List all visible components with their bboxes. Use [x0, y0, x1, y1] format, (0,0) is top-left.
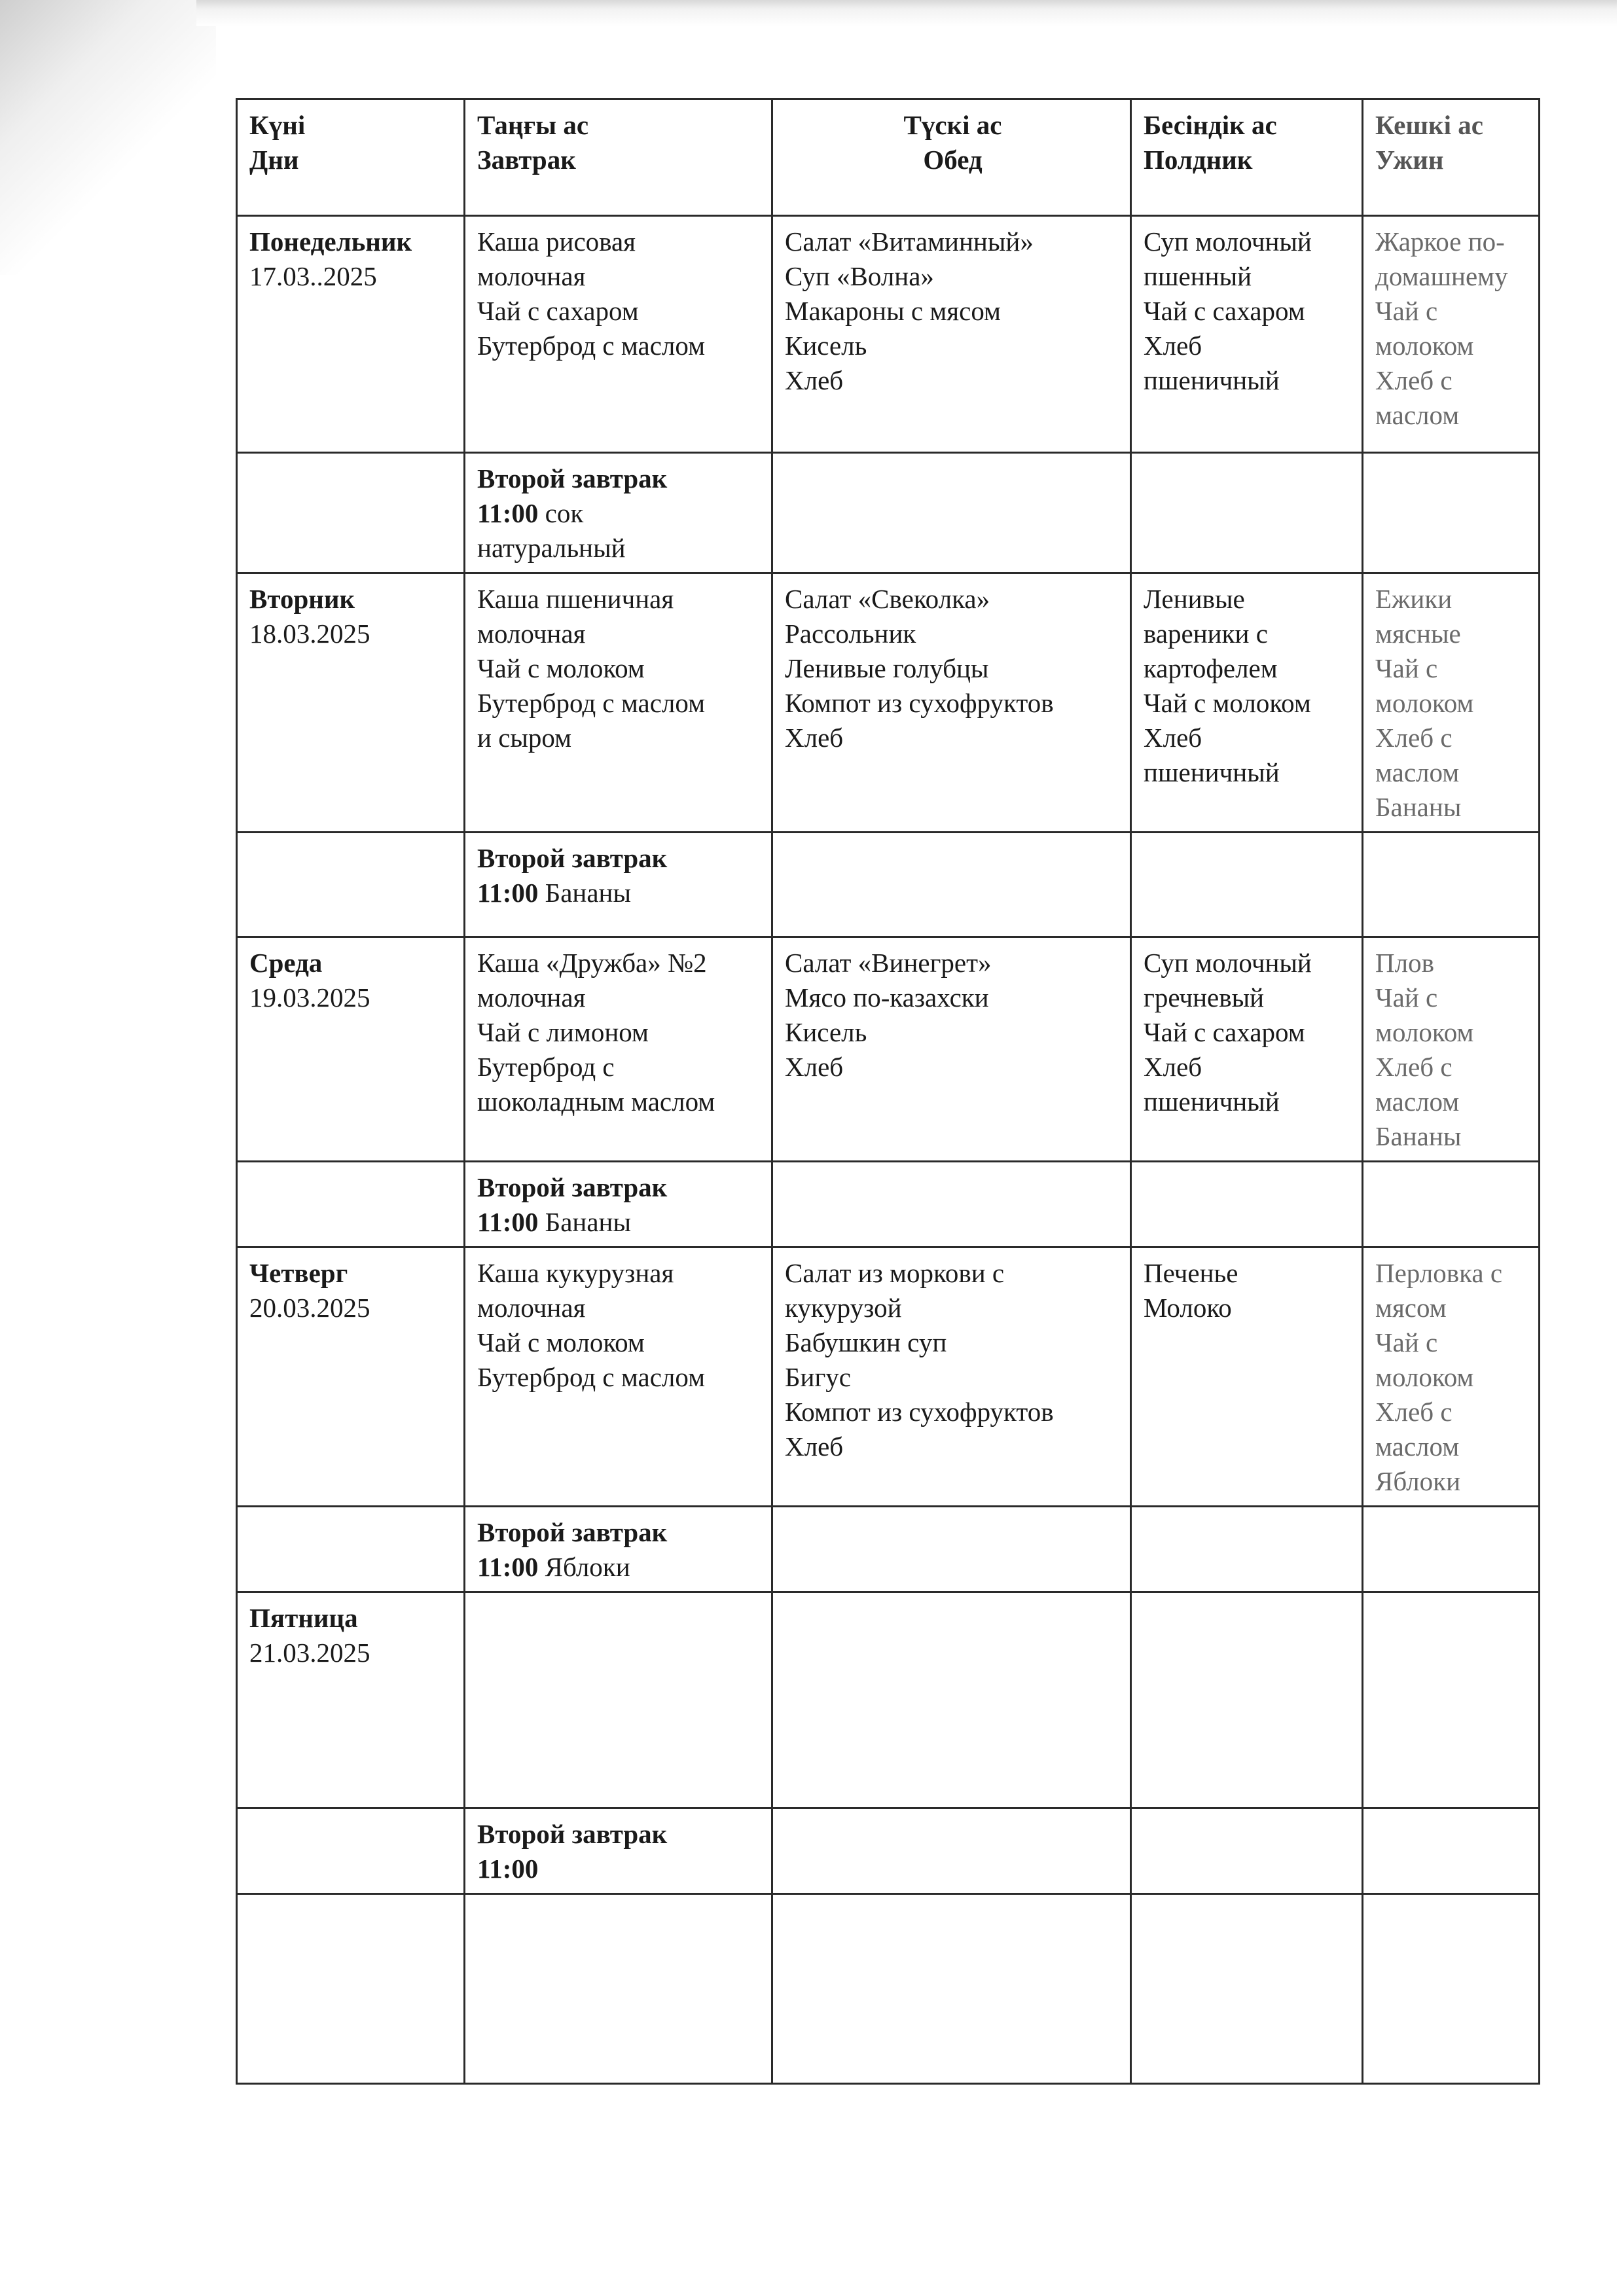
snack-cell [1131, 1247, 1363, 1507]
second-breakfast-item: Яблоки [545, 1552, 630, 1582]
header-day: Күні Дни [237, 99, 465, 216]
second-breakfast-row [237, 453, 1540, 573]
menu-item: Каша пшеничная [477, 584, 674, 614]
breakfast-cell [465, 573, 772, 833]
header-breakfast: Таңғы ас Завтрак [465, 99, 772, 216]
menu-item: маслом [1375, 1431, 1460, 1462]
second-breakfast-extra: натуральный [477, 533, 626, 563]
menu-item: Салат «Винегрет» [785, 948, 992, 978]
menu-item: Бананы [1375, 792, 1462, 822]
menu-item: Хлеб [785, 365, 844, 395]
second-breakfast-row [237, 1162, 1540, 1247]
menu-item: молочная [477, 1293, 586, 1323]
empty-cell [237, 1808, 465, 1894]
empty-cell [772, 1894, 1131, 2084]
second-breakfast-item: Бананы [545, 1207, 632, 1237]
menu-item: Чай с сахаром [477, 296, 639, 326]
empty-cell [237, 1162, 465, 1247]
menu-item: молочная [477, 619, 586, 649]
menu-item: Бананы [1375, 1121, 1462, 1151]
menu-item: мясные [1375, 619, 1461, 649]
menu-item: Ленивые [1144, 584, 1245, 614]
dinner-cell [1363, 1592, 1540, 1808]
snack-cell [1131, 1592, 1363, 1808]
menu-item: пшеничный [1144, 1086, 1280, 1117]
menu-item: Компот из сухофруктов [785, 688, 1054, 718]
menu-item: Яблоки [1375, 1466, 1461, 1496]
empty-cell [237, 453, 465, 573]
lunch-cell [772, 216, 1131, 453]
day-date: 21.03.2025 [249, 1638, 370, 1668]
menu-item: Хлеб с [1375, 1052, 1453, 1082]
breakfast-cell [465, 216, 772, 453]
second-breakfast-line [477, 876, 762, 910]
menu-item: Плов [1375, 948, 1434, 978]
menu-item: Хлеб [1144, 331, 1202, 361]
menu-item: Хлеб [785, 723, 844, 753]
header-row [237, 99, 1540, 216]
empty-cell [237, 833, 465, 937]
empty-cell [1131, 453, 1363, 573]
menu-item: Каша рисовая [477, 226, 636, 257]
menu-item: Ленивые голубцы [785, 653, 989, 683]
header-snack: Бесіндік ас Полдник [1131, 99, 1363, 216]
day-cell [237, 573, 465, 833]
dinner-cell [1363, 573, 1540, 833]
menu-item: Макароны с мясом [785, 296, 1001, 326]
empty-cell [772, 1162, 1131, 1247]
dinner-cell [1363, 1247, 1540, 1507]
menu-item: молоком [1375, 331, 1474, 361]
menu-item: молоком [1375, 1362, 1474, 1392]
menu-item: пшеничный [1144, 757, 1280, 787]
second-breakfast-item: сок [545, 498, 584, 528]
menu-item: картофелем [1144, 653, 1278, 683]
menu-item: Бутерброд с [477, 1052, 615, 1082]
day-row [237, 216, 1540, 453]
menu-item: Печенье [1144, 1258, 1238, 1288]
menu-item: молочная [477, 261, 586, 291]
empty-cell [465, 1894, 772, 2084]
second-breakfast-item: Бананы [545, 878, 632, 908]
menu-item: Рассольник [785, 619, 916, 649]
snack-cell [1131, 573, 1363, 833]
menu-item: Ежики [1375, 584, 1453, 614]
lunch-cell [772, 1592, 1131, 1808]
weekly-menu-table [236, 98, 1540, 2085]
second-breakfast-cell [465, 453, 772, 573]
second-breakfast-row [237, 833, 1540, 937]
second-breakfast-label: Второй завтрак [477, 1172, 668, 1202]
menu-item: гречневый [1144, 982, 1265, 1013]
menu-item: Чай с сахаром [1144, 296, 1305, 326]
menu-item: Хлеб с [1375, 365, 1453, 395]
empty-cell [1363, 1894, 1540, 2084]
second-breakfast-row [237, 1808, 1540, 1894]
menu-item: Салат из моркови с [785, 1258, 1005, 1288]
menu-item: Жаркое по- [1375, 226, 1505, 257]
menu-item: Хлеб с [1375, 1397, 1453, 1427]
menu-item: Бигус [785, 1362, 851, 1392]
menu-item: Суп молочный [1144, 948, 1312, 978]
menu-item: маслом [1375, 1086, 1460, 1117]
menu-item: молоком [1375, 688, 1474, 718]
second-breakfast-cell [465, 833, 772, 937]
menu-item: Хлеб [785, 1052, 844, 1082]
day-name: Понедельник [249, 226, 412, 257]
second-breakfast-label: Второй завтрак [477, 1819, 668, 1849]
menu-item: Чай с [1375, 653, 1438, 683]
empty-cell [1363, 1507, 1540, 1592]
second-breakfast-time: 11:00 [477, 1854, 539, 1884]
menu-item: пшеничный [1144, 365, 1280, 395]
menu-item: Бутерброд с маслом [477, 1362, 706, 1392]
day-date: 20.03.2025 [249, 1293, 370, 1323]
snack-cell [1131, 216, 1363, 453]
day-cell [237, 216, 465, 453]
menu-item: Чай с молоком [1144, 688, 1311, 718]
menu-item: Салат «Витаминный» [785, 226, 1034, 257]
menu-item: маслом [1375, 400, 1460, 430]
second-breakfast-label: Второй завтрак [477, 843, 668, 873]
day-name: Среда [249, 948, 323, 978]
empty-cell [1131, 833, 1363, 937]
menu-item: Чай с сахаром [1144, 1017, 1305, 1047]
breakfast-cell [465, 1592, 772, 1808]
menu-item: Молоко [1144, 1293, 1232, 1323]
second-breakfast-cell [465, 1162, 772, 1247]
menu-item: Хлеб [785, 1431, 844, 1462]
snack-cell [1131, 937, 1363, 1162]
second-breakfast-time: 11:00 [477, 878, 539, 908]
day-name: Четверг [249, 1258, 348, 1288]
breakfast-cell [465, 1247, 772, 1507]
day-cell [237, 1592, 465, 1808]
second-breakfast-time: 11:00 [477, 1552, 539, 1582]
menu-item: Перловка с [1375, 1258, 1503, 1288]
empty-cell [1131, 1894, 1363, 2084]
menu-item: Бабушкин суп [785, 1327, 947, 1357]
second-breakfast-line [477, 1852, 762, 1886]
menu-item: Хлеб [1144, 723, 1202, 753]
menu-item: Кисель [785, 1017, 867, 1047]
menu-item: Суп молочный [1144, 226, 1312, 257]
menu-item: Салат «Свеколка» [785, 584, 990, 614]
second-breakfast-line [477, 1550, 762, 1585]
second-breakfast-row [237, 1507, 1540, 1592]
menu-item: Чай с [1375, 982, 1438, 1013]
lunch-cell [772, 937, 1131, 1162]
menu-item: Мясо по-казахски [785, 982, 989, 1013]
menu-item: домашнему [1375, 261, 1508, 291]
dinner-cell [1363, 937, 1540, 1162]
second-breakfast-cell [465, 1507, 772, 1592]
second-breakfast-time: 11:00 [477, 1207, 539, 1237]
empty-cell [1363, 453, 1540, 573]
second-breakfast-line [477, 1205, 762, 1240]
menu-item: Компот из сухофруктов [785, 1397, 1054, 1427]
menu-item: Чай с лимоном [477, 1017, 649, 1047]
second-breakfast-label: Второй завтрак [477, 463, 668, 493]
empty-cell [772, 833, 1131, 937]
empty-row [237, 1894, 1540, 2084]
empty-cell [1131, 1808, 1363, 1894]
lunch-cell [772, 1247, 1131, 1507]
menu-item: Чай с [1375, 296, 1438, 326]
empty-cell [772, 1808, 1131, 1894]
scan-shadow-edge [196, 0, 1617, 26]
menu-item: Чай с молоком [477, 1327, 645, 1357]
lunch-cell [772, 573, 1131, 833]
menu-item: мясом [1375, 1293, 1447, 1323]
menu-item: Чай с [1375, 1327, 1438, 1357]
day-row [237, 937, 1540, 1162]
menu-item: маслом [1375, 757, 1460, 787]
empty-cell [772, 453, 1131, 573]
menu-item: Суп «Волна» [785, 261, 934, 291]
menu-item: и сыром [477, 723, 572, 753]
empty-cell [237, 1894, 465, 2084]
menu-item: кукурузой [785, 1293, 902, 1323]
menu-item: молочная [477, 982, 586, 1013]
menu-item: пшенный [1144, 261, 1252, 291]
day-name: Пятница [249, 1603, 358, 1633]
menu-item: Каша кукурузная [477, 1258, 674, 1288]
empty-cell [772, 1507, 1131, 1592]
second-breakfast-time: 11:00 [477, 498, 539, 528]
empty-cell [1131, 1162, 1363, 1247]
breakfast-cell [465, 937, 772, 1162]
menu-item: шоколадным маслом [477, 1086, 715, 1117]
header-dinner: Кешкі ас Ужин [1363, 99, 1540, 216]
empty-cell [1131, 1507, 1363, 1592]
day-row [237, 1247, 1540, 1507]
day-row [237, 573, 1540, 833]
day-cell [237, 937, 465, 1162]
header-lunch: Түскі ас Обед [772, 99, 1131, 216]
menu-item: Каша «Дружба» №2 [477, 948, 707, 978]
menu-item: Кисель [785, 331, 867, 361]
day-row [237, 1592, 1540, 1808]
menu-item: Хлеб [1144, 1052, 1202, 1082]
second-breakfast-line [477, 496, 762, 531]
empty-cell [237, 1507, 465, 1592]
day-date: 18.03.2025 [249, 619, 370, 649]
menu-item: Бутерброд с маслом [477, 331, 706, 361]
day-name: Вторник [249, 584, 355, 614]
day-cell [237, 1247, 465, 1507]
scan-shadow-corner [0, 0, 216, 275]
day-date: 19.03.2025 [249, 982, 370, 1013]
day-date: 17.03..2025 [249, 261, 377, 291]
menu-item: Бутерброд с маслом [477, 688, 706, 718]
second-breakfast-label: Второй завтрак [477, 1517, 668, 1547]
menu-item: Чай с молоком [477, 653, 645, 683]
dinner-cell [1363, 216, 1540, 453]
menu-item: Хлеб с [1375, 723, 1453, 753]
menu-item: вареники с [1144, 619, 1268, 649]
empty-cell [1363, 833, 1540, 937]
empty-cell [1363, 1162, 1540, 1247]
empty-cell [1363, 1808, 1540, 1894]
menu-item: молоком [1375, 1017, 1474, 1047]
second-breakfast-cell [465, 1808, 772, 1894]
